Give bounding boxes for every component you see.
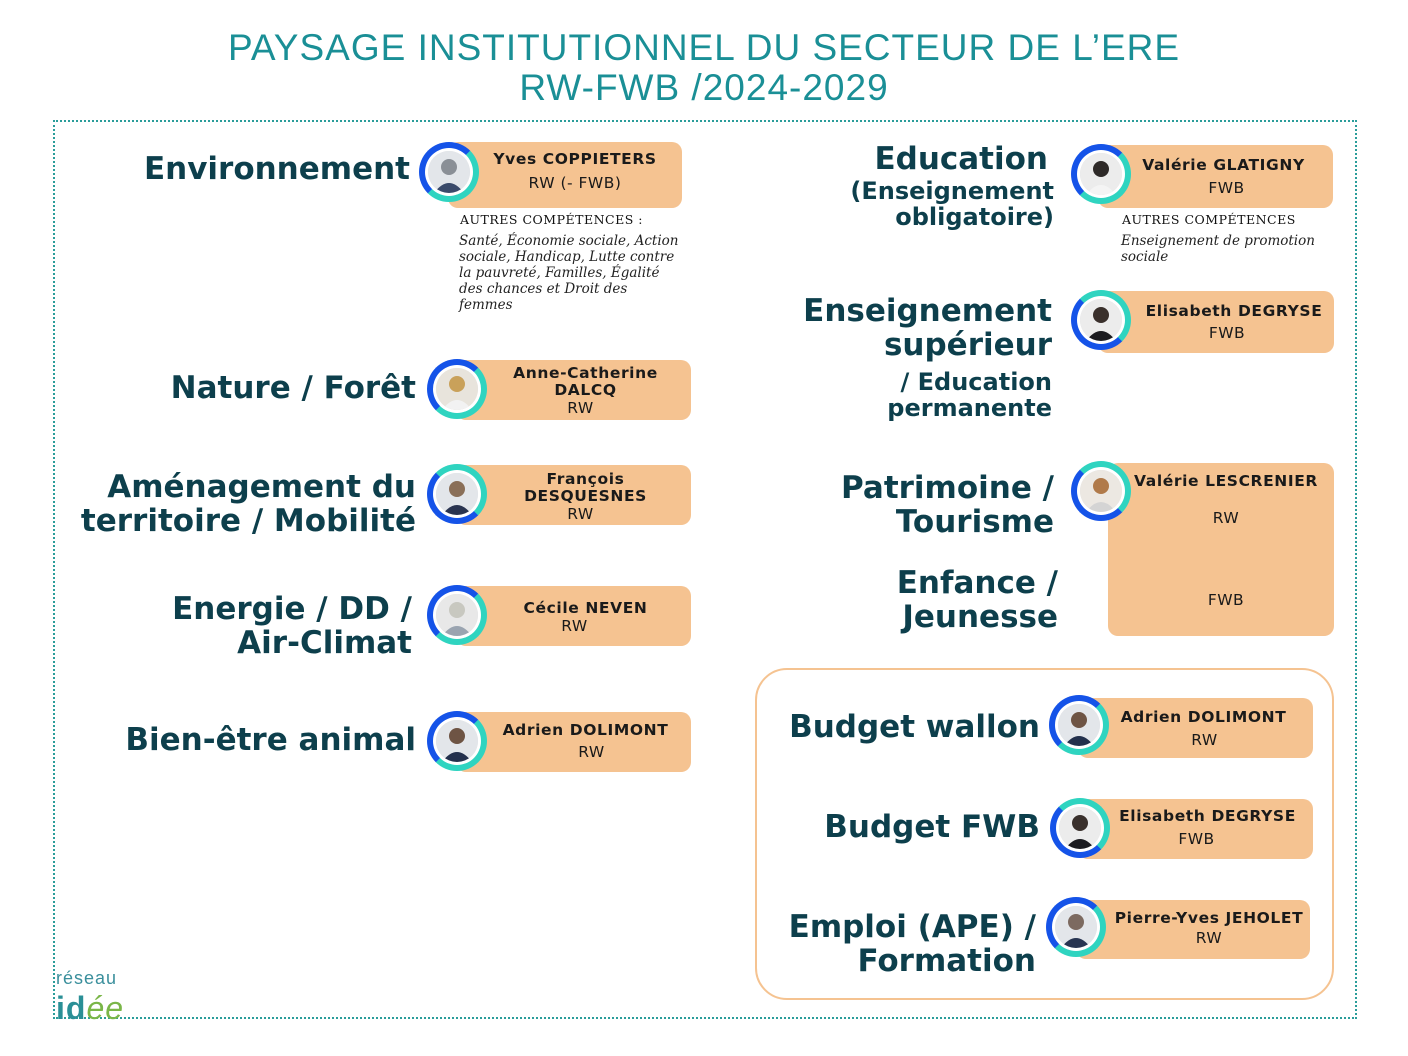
portfolio-education-label: Education: [874, 141, 1048, 177]
other-competences-heading-2: AUTRES COMPÉTENCES: [1122, 212, 1296, 227]
person-icon: [1080, 153, 1122, 195]
avatar-lescrenier: [1071, 461, 1131, 521]
portfolio-patrimoine-label: Patrimoine / Tourisme: [841, 470, 1054, 540]
page-subtitle: RW-FWB /2024-2029: [519, 67, 889, 108]
reseau-idee-logo: réseau: [56, 968, 118, 988]
minister-card-coppieters: [448, 142, 682, 208]
minister-card-degryse: Elisabeth DEGRYSE FWB: [1098, 291, 1334, 353]
avatar-jeholet: [1046, 897, 1106, 957]
page-title: PAYSAGE INSTITUTIONNEL DU SECTEUR DE L’ERE: [227, 27, 1181, 68]
minister-card-dolimont-2: Adrien DOLIMONT RW: [1078, 698, 1313, 758]
minister-card-lescrenier: Valérie LESCRENIER RW FWB: [1108, 463, 1334, 636]
person-icon: [1080, 470, 1122, 512]
reseau-idee-logo-mark: idée: [56, 990, 125, 1026]
avatar-degryse-2: [1050, 798, 1110, 858]
portfolio-enfance-label: Enfance / Jeunesse: [896, 565, 1058, 635]
minister-card-desquesnes: François DESQUESNES RW: [456, 465, 691, 525]
minister-card-jeholet: Pierre-Yves JEHOLET RW: [1076, 900, 1310, 959]
avatar-degryse: [1071, 290, 1131, 350]
minister-card-glatigny: Valérie GLATIGNY FWB: [1098, 145, 1333, 208]
government-label: RW (- FWB): [528, 174, 622, 192]
portfolio-budget-wallon-label: Budget wallon: [789, 709, 1040, 745]
avatar-desquesnes: [427, 464, 487, 524]
avatar-dolimont: [427, 711, 487, 771]
avatar-dolimont-2: [1049, 695, 1109, 755]
minister-card-dalcq: Anne-Catherine DALCQ RW: [456, 360, 691, 420]
portfolio-bienetre-label: Bien-être animal: [125, 722, 416, 758]
minister-card-neven: Cécile NEVEN RW: [456, 586, 691, 646]
portfolio-environnement-label: Environnement: [143, 151, 410, 187]
portfolio-energie-label: Energie / DD / Air-Climat: [172, 591, 412, 661]
person-icon: [1055, 906, 1097, 948]
other-competences-text-2: Enseignement de promotion sociale: [1121, 233, 1315, 265]
person-icon: [436, 473, 478, 515]
portfolio-nature-label: Nature / Forêt: [170, 370, 416, 406]
other-competences-heading: AUTRES COMPÉTENCES :: [460, 212, 643, 227]
other-competences-text: Santé, Économie sociale, Action sociale, Handicap, Lutte contre la pauvreté, Familles, Égalité des chances et Droit des femmes: [459, 233, 679, 313]
avatar-glatigny: [1071, 144, 1131, 204]
person-icon: [436, 594, 478, 636]
person-icon: [1059, 807, 1101, 849]
portfolio-emploi-label: Emploi (APE) / Formation: [788, 909, 1036, 979]
minister-card-dolimont: Adrien DOLIMONT RW: [456, 712, 691, 772]
person-icon: [1058, 704, 1100, 746]
avatar-dalcq: [427, 359, 487, 419]
avatar-coppieters: [419, 142, 479, 202]
minister-card-degryse-2: Elisabeth DEGRYSE FWB: [1078, 799, 1313, 859]
portfolio-education-sublabel: (Enseignement obligatoire): [850, 177, 1054, 231]
avatar-neven: [427, 585, 487, 645]
portfolio-superieur-label: Enseignement supérieur: [803, 293, 1052, 363]
person-icon: [1080, 299, 1122, 341]
person-icon: [436, 368, 478, 410]
person-icon: [436, 720, 478, 762]
person-icon: [428, 151, 470, 193]
minister-name: Yves COPPIETERS: [493, 150, 657, 168]
portfolio-superieur-sublabel: / Education permanente: [887, 368, 1052, 422]
portfolio-budget-fwb-label: Budget FWB: [824, 809, 1040, 845]
portfolio-amenagement-label: Aménagement du territoire / Mobilité: [80, 469, 416, 539]
